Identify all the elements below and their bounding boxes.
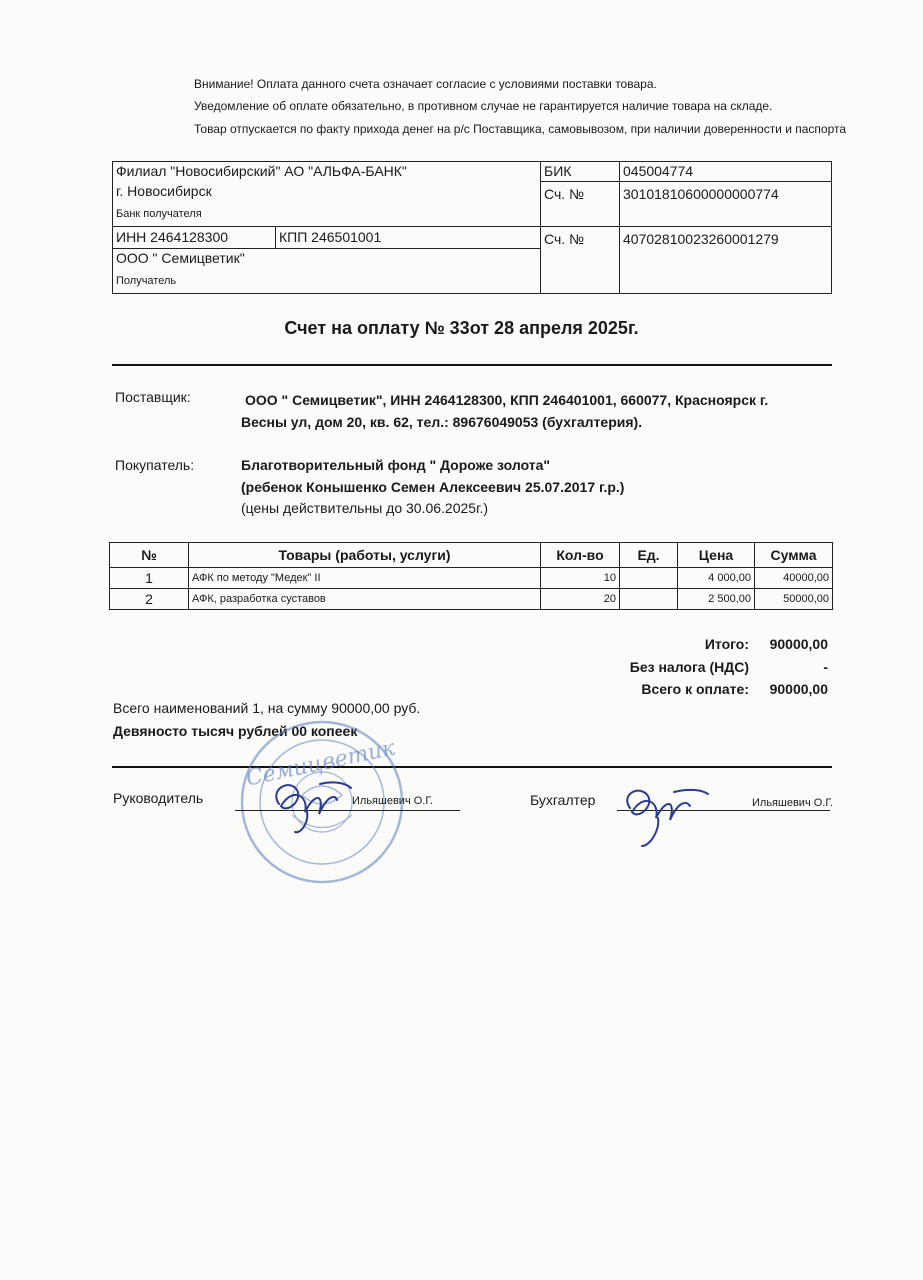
items-header-row [110,543,833,568]
recipient-name: ООО " Семицветик" [116,250,245,266]
account-value: 40702810023260001279 [623,231,779,247]
accountant-label: Бухгалтер [530,792,596,808]
recipient-kpp: КПП 246501001 [279,229,382,245]
bank-name: Филиал "Новосибирский" АО "АЛЬФА-БАНК" [116,163,407,179]
bank-table-divider [112,226,832,227]
buyer-line-2: (ребенок Конышенко Семен Алексеевич 25.07.2017 г.р.) [241,479,625,495]
col-header-sum: Сумма [755,543,833,568]
col-header-price: Цена [678,543,755,568]
row-unit [620,568,678,589]
corr-account-label: Сч. № [544,186,585,202]
table-row [110,589,833,610]
stamp-text: Семицветик [243,735,398,792]
items-table [109,542,833,610]
title-rule [112,364,832,366]
row-num: 1 [110,568,189,589]
notice-line-2: Уведомление об оплате обязательно, в противном случае не гарантируется наличие товара на складе. [194,99,773,113]
due-value: 90000,00 [769,681,828,697]
recipient-inn: ИНН 2464128300 [116,229,229,245]
row-num: 2 [110,589,189,610]
col-header-qty: Кол-во [541,543,620,568]
bank-table-divider [112,248,540,249]
corr-account-value: 30101810600000000774 [623,186,779,202]
row-price: 2 500,00 [678,589,755,610]
bank-details-table [112,161,832,294]
notice-line-3: Товар отпускается по факту прихода денег на р/с Поставщика, самовывозом, при наличии доверенности и паспорта [194,122,847,136]
supplier-line-1: ООО " Семицветик", ИНН 2464128300, КПП 246401001, 660077, Красноярск г. [245,392,769,408]
due-label: Всего к оплате: [641,681,749,697]
row-name: АФК по методу "Медек" II [189,568,541,589]
row-qty: 10 [541,568,620,589]
director-name: Ильяшевич О.Г. [352,795,434,807]
accountant-signature [618,780,713,852]
bank-table-divider [540,181,832,182]
bank-label: Банк получателя [116,208,202,220]
notice-line-1: Внимание! Оплата данного счета означает согласие с условиями поставки товара. [194,77,657,91]
bik-label: БИК [544,163,572,179]
bank-city: г. Новосибирск [116,183,212,199]
bank-table-divider [275,226,276,248]
col-header-goods: Товары (работы, услуги) [189,543,541,568]
bik-value: 045004774 [623,163,694,179]
buyer-line-3: (цены действительны до 30.06.2025г.) [241,500,489,516]
summary-words: Девяносто тысяч рублей 00 копеек [113,723,358,739]
row-qty: 20 [541,589,620,610]
buyer-line-1: Благотворительный фонд " Дороже золота" [241,457,551,473]
director-label: Руководитель [113,790,204,806]
summary-count: Всего наименований 1, на сумму 90000,00 руб. [113,700,421,716]
col-header-unit: Ед. [620,543,678,568]
row-sum: 40000,00 [755,568,833,589]
nds-label: Без налога (НДС) [629,659,749,675]
row-sum: 50000,00 [755,589,833,610]
recipient-label: Получатель [116,275,177,287]
summary-rule [112,766,832,768]
supplier-line-2: Весны ул, дом 20, кв. 62, тел.: 89676049053 (бухгалтерия). [241,414,643,430]
buyer-label: Покупатель: [115,457,195,473]
itogo-label: Итого: [704,636,749,652]
row-name: АФК, разработка суставов [189,589,541,610]
col-header-num: № [110,543,189,568]
nds-value: - [823,659,828,675]
accountant-name: Ильяшевич О.Г. [752,797,834,809]
invoice-title: Счет на оплату № 33от 28 апреля 2025г. [284,318,639,338]
table-row [110,568,833,589]
row-price: 4 000,00 [678,568,755,589]
supplier-label: Поставщик: [115,389,191,405]
account-label: Сч. № [544,231,585,247]
row-unit [620,589,678,610]
director-signature [265,770,355,840]
itogo-value: 90000,00 [769,636,828,652]
